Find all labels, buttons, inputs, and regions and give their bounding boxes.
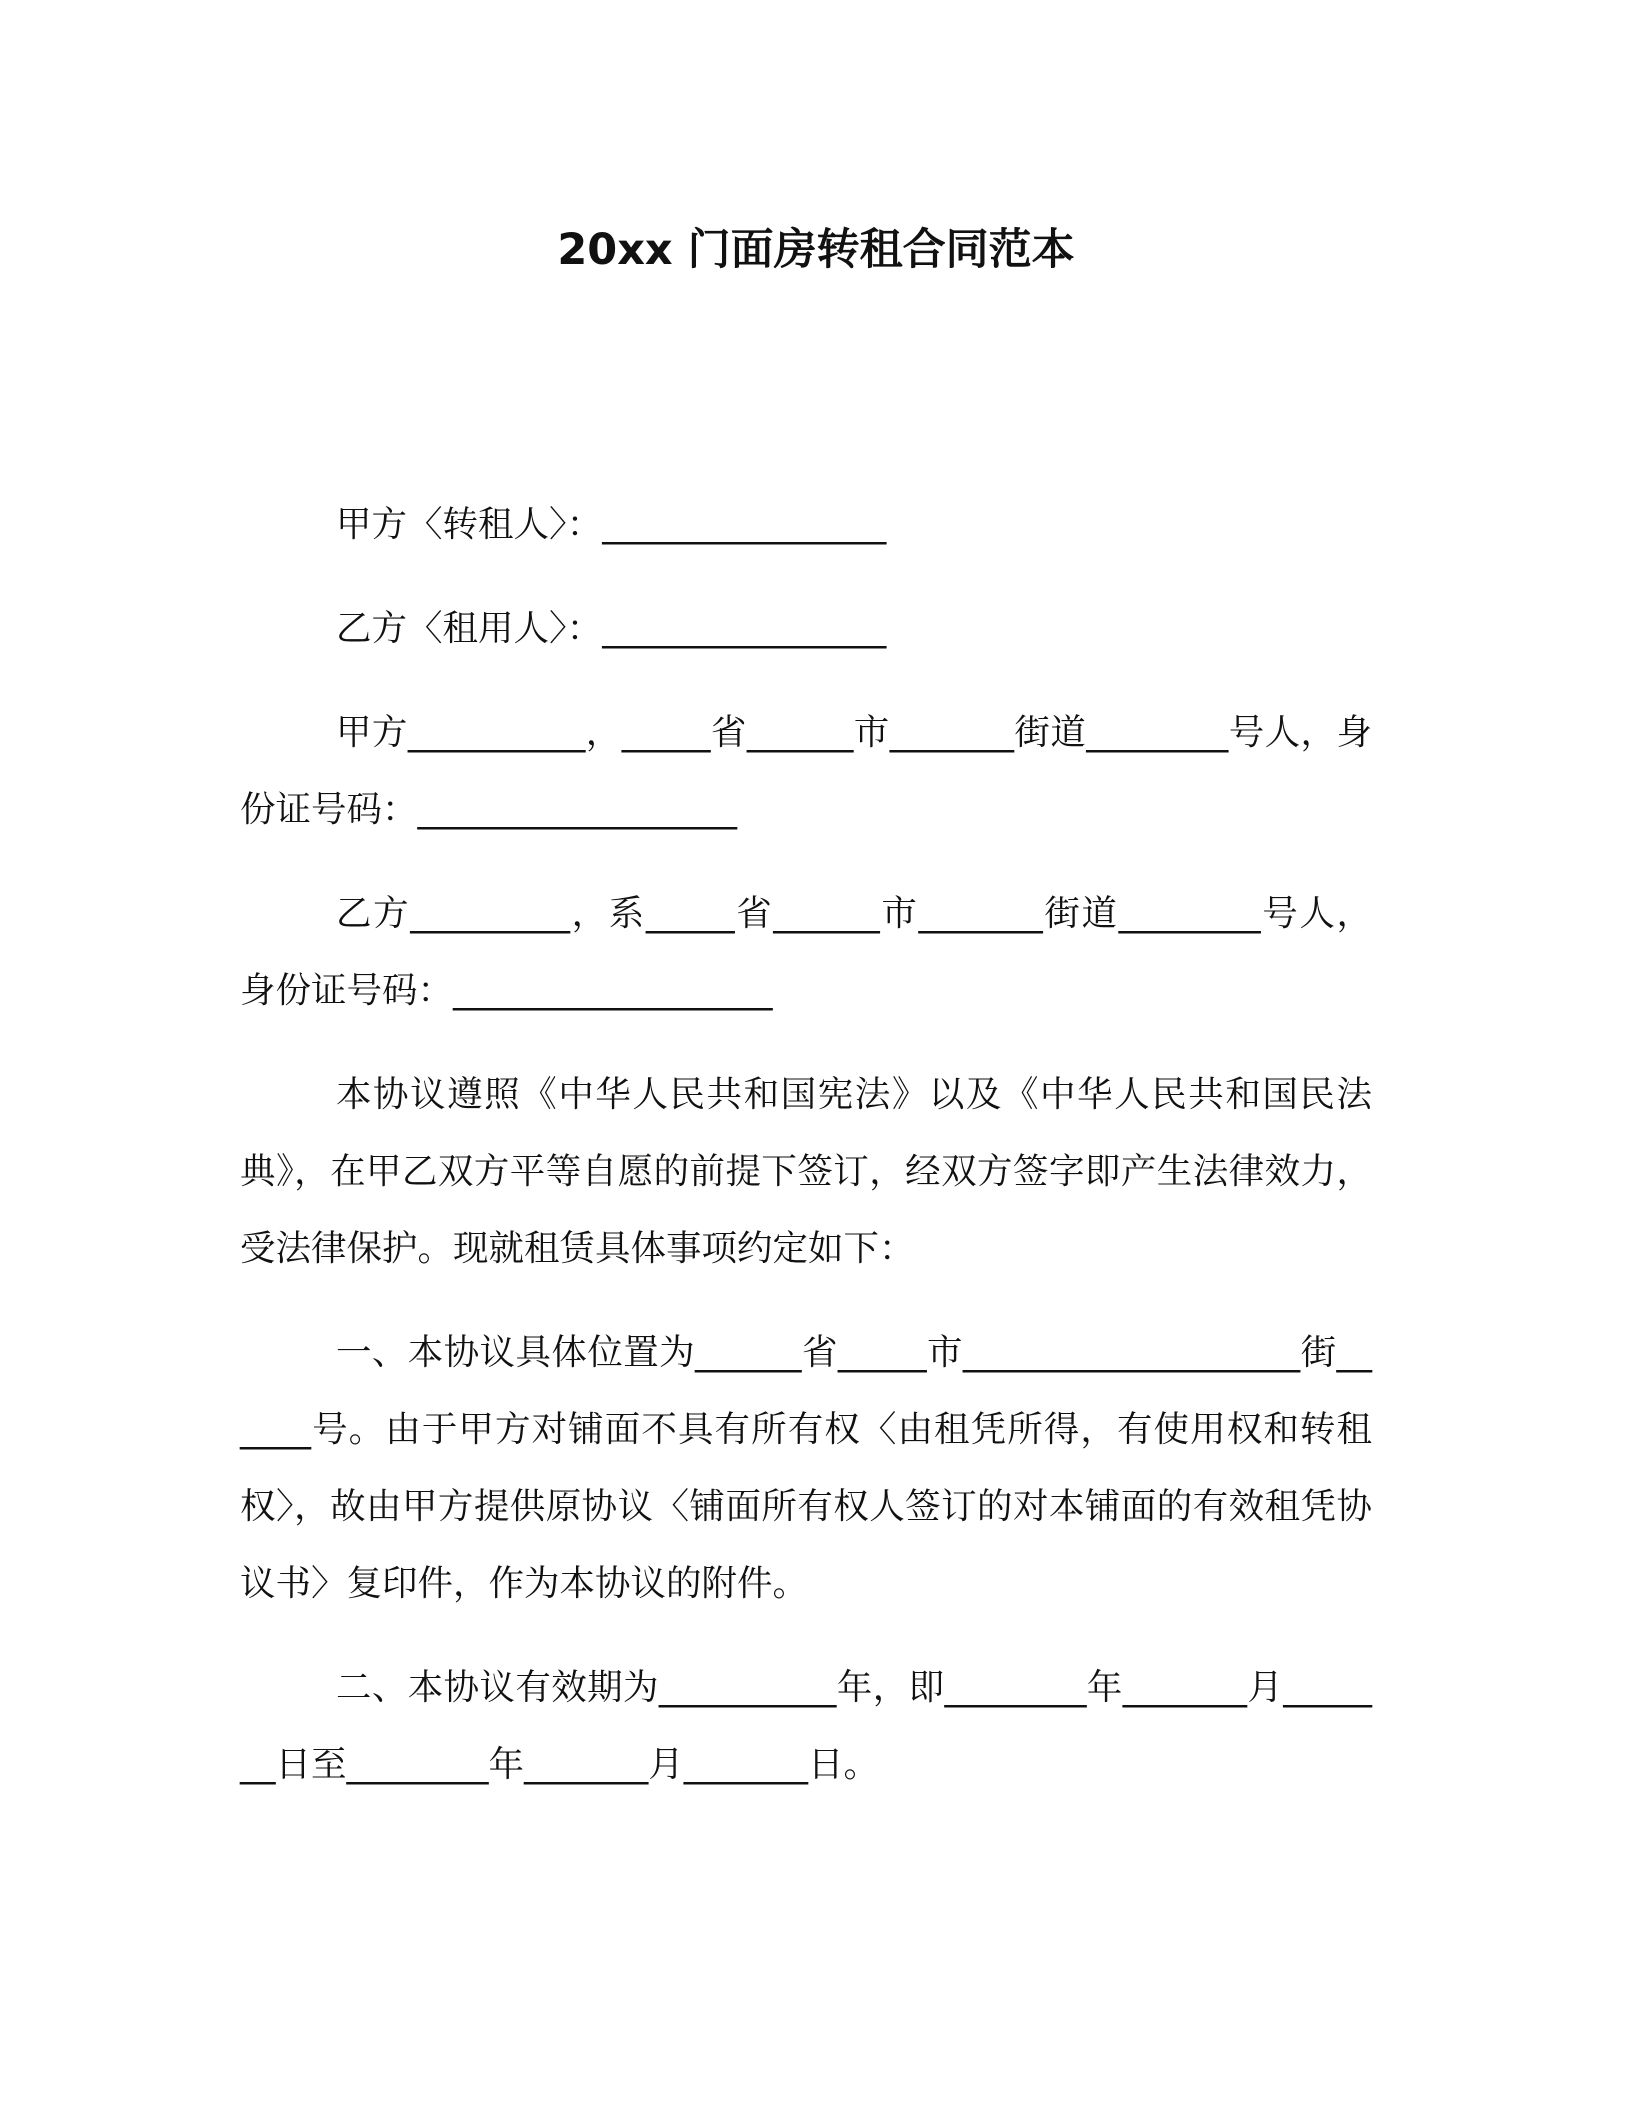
clause-1-location: 一、本协议具体位置为______省_____市___________________街______号。由于甲方对铺面不具有所有权〈由租凭所得，有使用权和转租权〉，故由甲方提供原协议〈铺面所有权人签订的对本铺面的有效租凭协议书〉复印件，作为本协议的附件。 — [240, 1332, 1372, 1604]
party-b-line: 乙方〈租用人〉：________________ — [336, 608, 887, 649]
party-a-line: 甲方〈转租人〉：________________ — [336, 504, 887, 545]
clause-2-term: 二、本协议有效期为__________年，即________年_______月_______日至________年_______月_______日。 — [240, 1667, 1372, 1785]
party-b-details: 乙方_________，系_____省______市_______街道________号人，身份证号码：__________________ — [240, 893, 1372, 1011]
document-title: 20xx 门面房转租合同范本 — [557, 225, 1075, 275]
agreement-preamble: 本协议遵照《中华人民共和国宪法》以及《中华人民共和国民法典》，在甲乙双方平等自愿的前提下签订，经双方签字即产生法律效力，受法律保护。现就租赁具体事项约定如下： — [240, 1074, 1372, 1269]
party-a-details: 甲方__________，_____省______市_______街道________号人，身份证号码：__________________ — [240, 712, 1372, 830]
document-body — [240, 486, 1372, 1830]
